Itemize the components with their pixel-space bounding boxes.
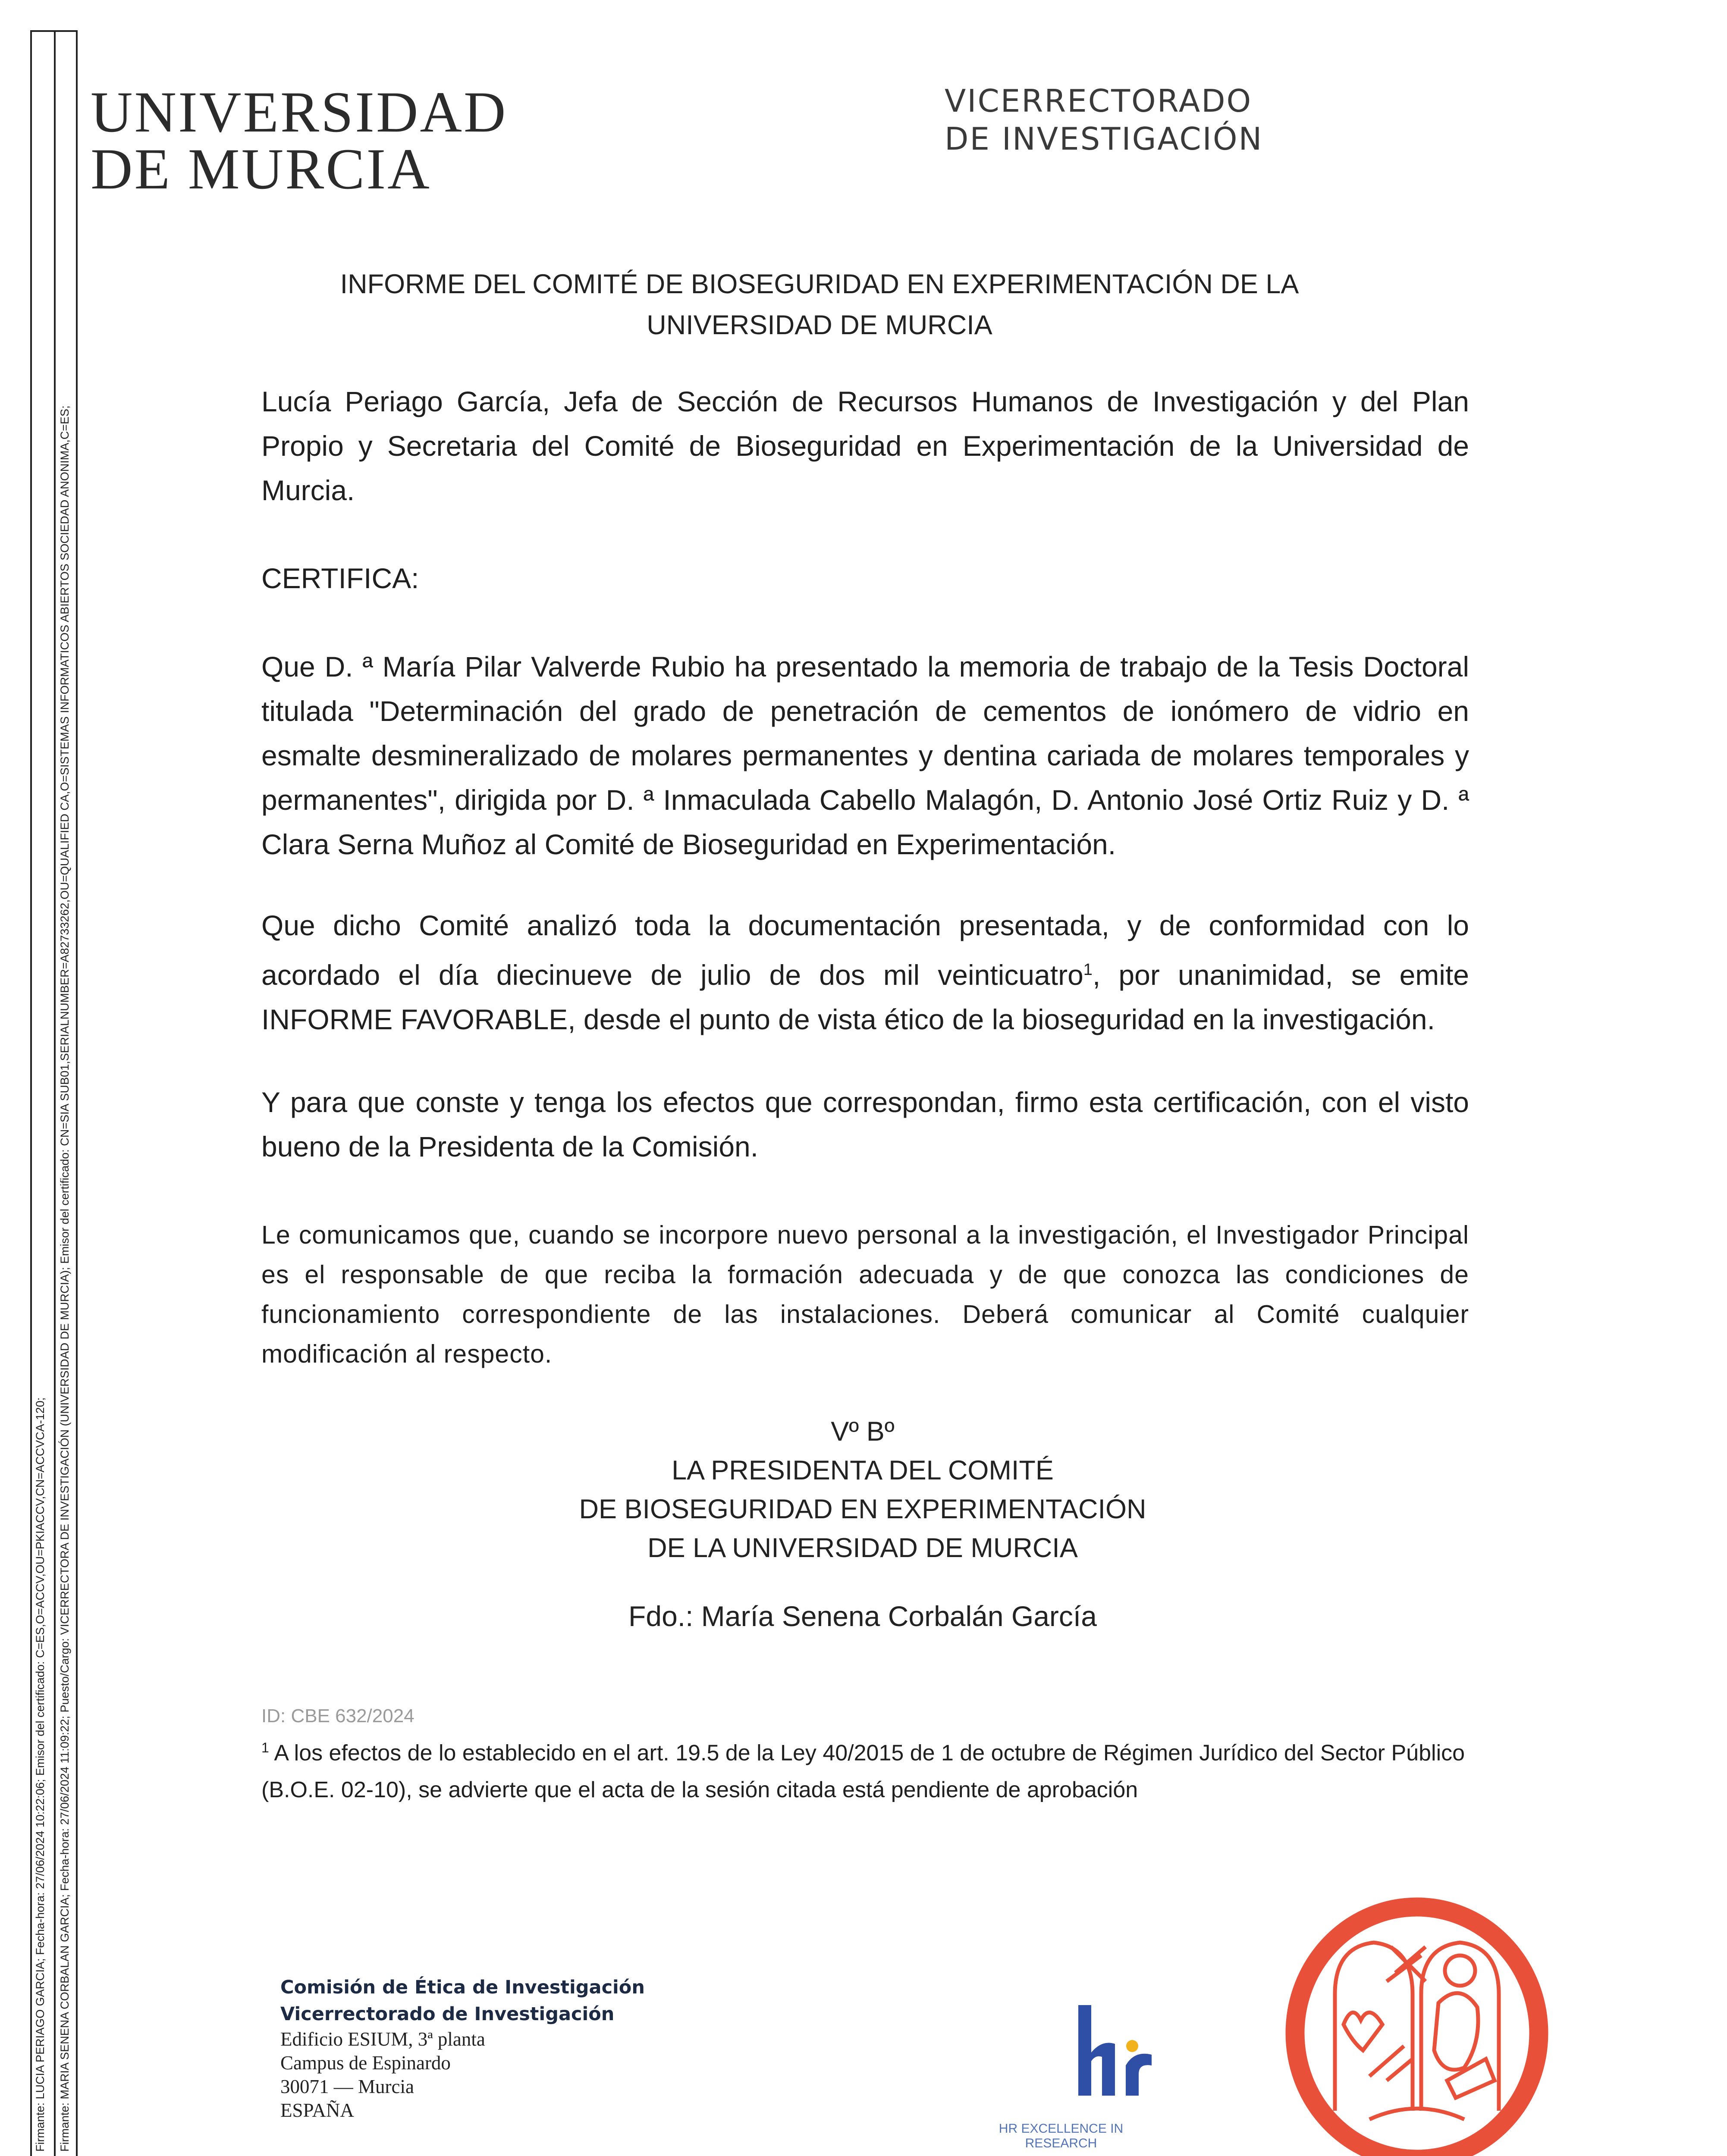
certifica-heading: CERTIFICA: (261, 562, 419, 594)
contact-line-1: Comisión de Ética de Investigación (280, 1977, 645, 1998)
university-seal (1283, 1895, 1551, 2156)
intro-paragraph: Lucía Periago García, Jefa de Sección de Recursos Humanos de Investigación y del Plan Propio y Secretaria del Comité de Bioseguridad en Experimentación de la Universidad de Murcia. (261, 385, 1469, 506)
logo-line-2: DE MURCIA (91, 137, 431, 201)
paragraph-2-part-a: Que dicho Comité analizó toda la documentación presentada, y de conformidad con lo acordado el día diecinueve de julio de dos mil veinticuatro (261, 909, 1469, 991)
document-title (259, 264, 1380, 346)
contact-line-4: Campus de Espinardo (280, 2052, 451, 2074)
sig-line-1: LA PRESIDENTA DEL COMITÉ (672, 1455, 1054, 1485)
paragraph-4: Le comunicamos que, cuando se incorpore nuevo personal a la investigación, el Investigador Principal es el responsable de que reciba la formación adecuada y de que conozca las condiciones de funcionamiento correspondiente de las instalaciones. Deberá comunicar al Comité cualquier modificación al respecto. (261, 1221, 1469, 1368)
contact-block (280, 1974, 645, 2122)
signature-block (431, 1412, 1294, 1567)
university-logo (91, 80, 508, 201)
signer-1-text: Firmante: LUCIA PERIAGO GARCIA; Fecha-hora: 27/06/2024 10:22:06; Emisor del certificado: C=ES,O=ACCV,OU=PKIACCV,CN=ACCVCA-120; (34, 1397, 47, 2152)
office-line-1: VICERRECTORADO (945, 83, 1253, 119)
sig-line-2: DE BIOSEGURIDAD EN EXPERIMENTACIÓN (579, 1494, 1146, 1524)
title-line-2: UNIVERSIDAD DE MURCIA (647, 310, 992, 340)
signer-2-text: Firmante: MARIA SENENA CORBALAN GARCIA; Fecha-hora: 27/06/2024 11:09:22; Puesto/Cargo: VICERRECTORA DE INVESTIGACIÓN (UNIVERSIDAD DE MURCIA); Emisor del certificado: CN=SIA SUB01,SERIALNUMBER=A82733262,OU=QUALIFIED CA,O=SISTEMAS INFORMATICOS ABIERTOS SOCIEDAD ANONIMA,C=ES; (58, 405, 71, 2152)
footnote-text: A los efectos de lo establecido en el art. 19.5 de la Ley 40/2015 de 1 de octubre de Régimen Jurídico del Sector Público (B.O.E. 02-10), se advierte que el acta de la sesión citada está pendiente de aprobación (261, 1740, 1465, 1803)
paragraph-1: Que D. ª María Pilar Valverde Rubio ha presentado la memoria de trabajo de la Tesis Doctoral titulada "Determinación del grado de penetración de cementos de ionómero de vidrio en esmalte desmineralizado de molares permanentes y dentina cariada de molares temporales y permanentes", dirigida por D. ª Inmaculada Cabello Malagón, D. Antonio José Ortiz Ruiz y D. ª Clara Serna Muñoz al Comité de Bioseguridad en Experimentación. (261, 651, 1469, 860)
sig-line-3: DE LA UNIVERSIDAD DE MURCIA (647, 1533, 1078, 1563)
footnote-ref: 1 (1083, 961, 1093, 979)
vobo: Vº Bº (831, 1416, 895, 1447)
paragraph-2 (261, 903, 1469, 1042)
contact-line-5: 30071 — Murcia (280, 2076, 414, 2097)
footnote (261, 1729, 1482, 1808)
contact-line-6: ESPAÑA (280, 2100, 354, 2121)
signed-by: Fdo.: María Senena Corbalán García (628, 1600, 1097, 1632)
vicerrectorado-heading (945, 82, 1263, 158)
office-line-2: DE INVESTIGACIÓN (945, 121, 1263, 157)
footnote-marker: 1 (261, 1740, 269, 1755)
paragraph-2-part-b: , por unanimidad, se emite INFORME FAVORABLE, desde el punto de vista ético de la bioseguridad en la investigación. (261, 959, 1469, 1035)
contact-line-2: Vicerrectorado de Investigación (280, 2003, 615, 2025)
contact-line-3: Edificio ESIUM, 3ª planta (280, 2028, 485, 2050)
document-id: ID: CBE 632/2024 (261, 1705, 414, 1727)
hr-caption: HR EXCELLENCE IN RESEARCH (999, 2122, 1124, 2150)
signature-margin-divider (54, 30, 56, 2156)
hr-excellence-logo (1065, 2001, 1178, 2113)
paragraph-3: Y para que conste y tenga los efectos que correspondan, firmo esta certificación, con el visto bueno de la Presidenta de la Comisión. (261, 1086, 1469, 1163)
logo-line-1: UNIVERSIDAD (91, 80, 508, 144)
title-line-1: INFORME DEL COMITÉ DE BIOSEGURIDAD EN EXPERIMENTACIÓN DE LA (340, 269, 1299, 299)
